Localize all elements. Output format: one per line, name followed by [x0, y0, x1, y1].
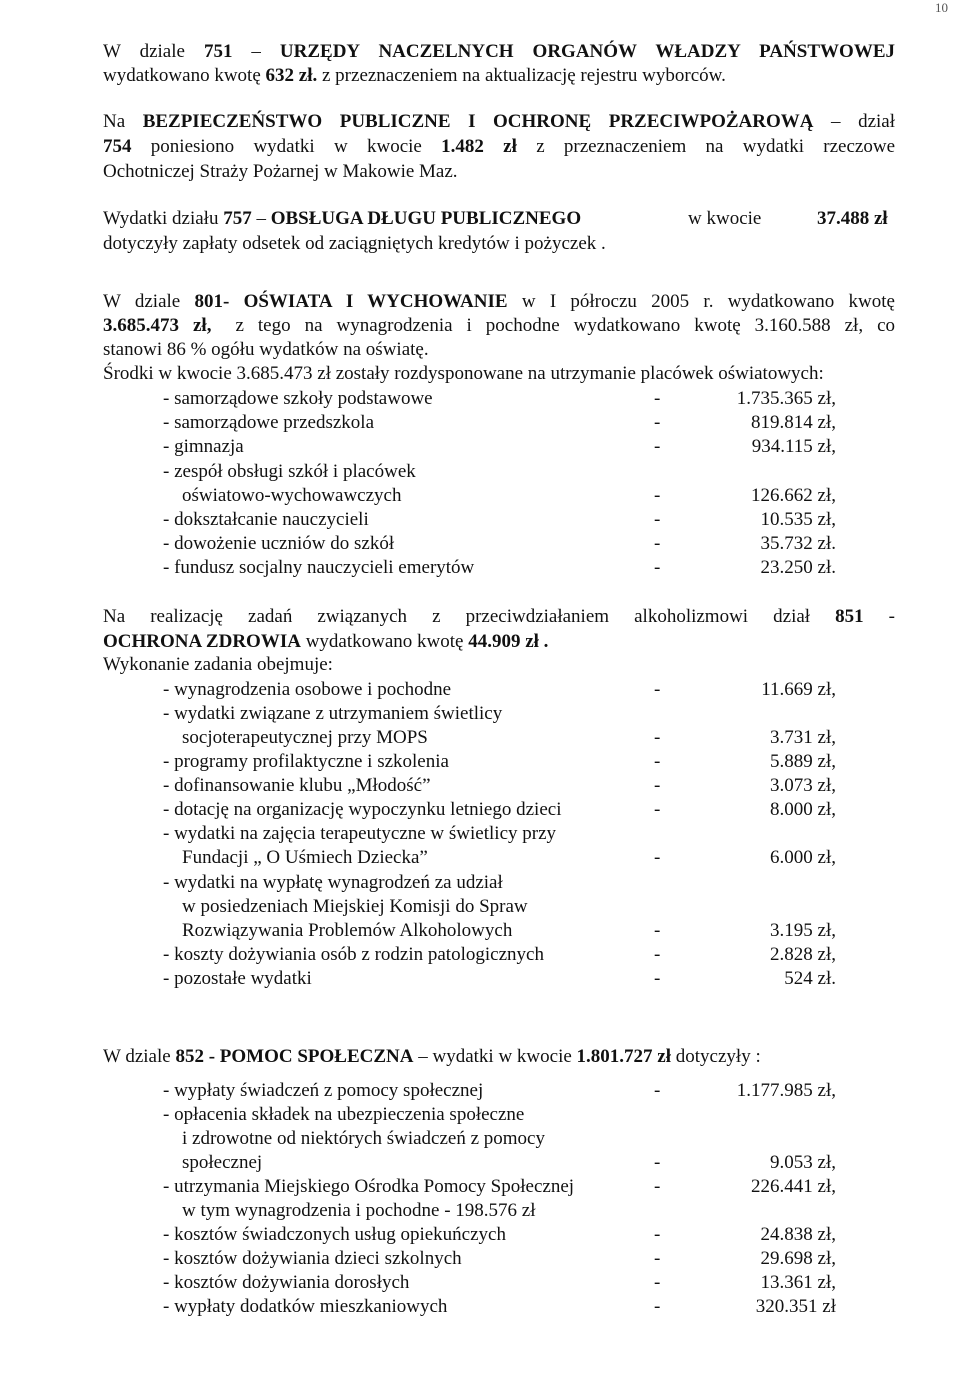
list-item: - wydatki na wypłatę wynagrodzeń za udział — [163, 872, 503, 893]
list-item: - koszty dożywiania osób z rodzin patologicznych - 2.828 zł, — [163, 944, 836, 965]
list-item: Fundacji „ O Uśmiech Dziecka” - 6.000 zł, — [182, 847, 836, 868]
list-item: oświatowo-wychowawczych - 126.662 zł, — [182, 485, 836, 506]
list-item: - programy profilaktyczne i szkolenia - 5.889 zł, — [163, 751, 836, 772]
list-item: - pozostałe wydatki - 524 zł. — [163, 968, 836, 989]
list-item: Rozwiązywania Problemów Alkoholowych - 3.195 zł, — [182, 920, 836, 941]
list-item: - kosztów dożywiania dzieci szkolnych - 29.698 zł, — [163, 1248, 836, 1269]
section-754-line-2: 754 poniesiono wydatki w kwocie 1.482 zł z przeznaczeniem na wydatki rzeczowe — [103, 136, 895, 157]
section-852-name: POMOC SPOŁECZNA — [219, 1046, 414, 1067]
section-851-line-3: Wykonanie zadania obejmuje: — [103, 654, 333, 675]
section-801-amount: 3.685.473 zł, — [103, 315, 212, 336]
list-item: - wypłaty dodatków mieszkaniowych - 320.351 zł — [163, 1296, 836, 1317]
list-item: społecznej - 9.053 zł, — [182, 1152, 836, 1173]
section-801-line-1: W dziale 801- OŚWIATA I WYCHOWANIE w I półroczu 2005 r. wydatkowano kwotę — [103, 291, 895, 312]
section-851-line-1: Na realizację zadań związanych z przeciwdziałaniem alkoholizmowi dział 851 - — [103, 606, 895, 627]
list-item: - wydatki związane z utrzymaniem świetlicy — [163, 703, 503, 724]
section-801-line-3: stanowi 86 % ogółu wydatków na oświatę. — [103, 339, 429, 360]
section-751-name: URZĘDY NACZELNYCH ORGANÓW WŁADZY PAŃSTWOWEJ — [279, 41, 895, 62]
section-751-amount: 632 zł. — [265, 65, 318, 86]
section-851-line-2: OCHRONA ZDROWIA wydatkowano kwotę 44.909 zł . — [103, 631, 549, 652]
list-item: - kosztów świadczonych usług opiekuńczych - 24.838 zł, — [163, 1224, 836, 1245]
list-item: w tym wynagrodzenia i pochodne - 198.576 zł — [182, 1200, 536, 1221]
section-751-line-2: wydatkowano kwotę 632 zł. z przeznaczeniem na aktualizację rejestru wyborców. — [103, 65, 726, 86]
list-item: - utrzymania Miejskiego Ośrodka Pomocy Społecznej - 226.441 zł, — [163, 1176, 836, 1197]
list-item: - samorządowe przedszkola - 819.814 zł, — [163, 412, 836, 433]
section-754-name: BEZPIECZEŃSTWO PUBLICZNE I OCHRONĘ PRZECIWPOŻAROWĄ — [142, 111, 814, 132]
section-757-line-1: Wydatki działu 757 – OBSŁUGA DŁUGU PUBLICZNEGO — [103, 208, 582, 229]
section-757-line-2: dotyczyły zapłaty odsetek od zaciągniętych kredytów i pożyczek . — [103, 233, 606, 254]
list-item: i zdrowotne od niektórych świadczeń z pomocy — [182, 1128, 545, 1149]
list-item: - gimnazja - 934.115 zł, — [163, 436, 836, 457]
section-757-in-amount: w kwocie — [688, 208, 762, 229]
page-number: 10 — [935, 0, 948, 15]
list-item: - wydatki na zajęcia terapeutyczne w świetlicy przy — [163, 823, 557, 844]
section-757-name: OBSŁUGA DŁUGU PUBLICZNEGO — [270, 208, 582, 229]
section-801-line-2: 3.685.473 zł, z tego na wynagrodzenia i pochodne wydatkowano kwotę 3.160.588 zł, co — [103, 315, 896, 336]
list-item: - dotację na organizację wypoczynku letniego dzieci - 8.000 zł, — [163, 799, 836, 820]
section-801-name: OŚWIATA I WYCHOWANIE — [243, 291, 508, 312]
list-item: - dowożenie uczniów do szkół - 35.732 zł. — [163, 533, 836, 554]
section-754-amount: 1.482 zł — [441, 136, 517, 157]
list-item: - opłacenia składek na ubezpieczenia społeczne — [163, 1104, 525, 1125]
list-item: - fundusz socjalny nauczycieli emerytów - 23.250 zł. — [163, 557, 836, 578]
section-754-line-3: Ochotniczej Straży Pożarnej w Makowie Maz. — [103, 161, 458, 182]
section-751-line-1: W dziale 751 – URZĘDY NACZELNYCH ORGANÓW WŁADZY PAŃSTWOWEJ — [103, 41, 895, 62]
list-item: - zespół obsługi szkół i placówek — [163, 461, 416, 482]
section-757-amount: 37.488 zł — [817, 208, 888, 229]
list-item: socjoterapeutycznej przy MOPS - 3.731 zł, — [182, 727, 836, 748]
list-item: - wypłaty świadczeń z pomocy społecznej - 1.177.985 zł, — [163, 1080, 836, 1101]
list-item: - dokształcanie nauczycieli - 10.535 zł, — [163, 509, 836, 530]
list-item: - kosztów dożywiania dorosłych - 13.361 zł, — [163, 1272, 836, 1293]
section-851-amount: 44.909 zł . — [468, 631, 549, 652]
section-801-line-4: Środki w kwocie 3.685.473 zł zostały rozdysponowane na utrzymanie placówek oświatowych: — [103, 363, 824, 384]
section-754-line-1: Na BEZPIECZEŃSTWO PUBLICZNE I OCHRONĘ PRZECIWPOŻAROWĄ – dział — [103, 111, 895, 132]
list-item: - dofinansowanie klubu „Młodość” - 3.073 zł, — [163, 775, 836, 796]
section-852-amount: 1.801.727 zł — [576, 1046, 672, 1067]
list-item: w posiedzeniach Miejskiej Komisji do Spraw — [182, 896, 528, 917]
section-851-name: OCHRONA ZDROWIA — [103, 631, 301, 652]
list-item: - wynagrodzenia osobowe i pochodne - 11.669 zł, — [163, 679, 836, 700]
list-item: - samorządowe szkoły podstawowe - 1.735.365 zł, — [163, 388, 836, 409]
section-852-line-1: W dziale 852 - POMOC SPOŁECZNA – wydatki w kwocie 1.801.727 zł dotyczyły : — [103, 1046, 761, 1067]
